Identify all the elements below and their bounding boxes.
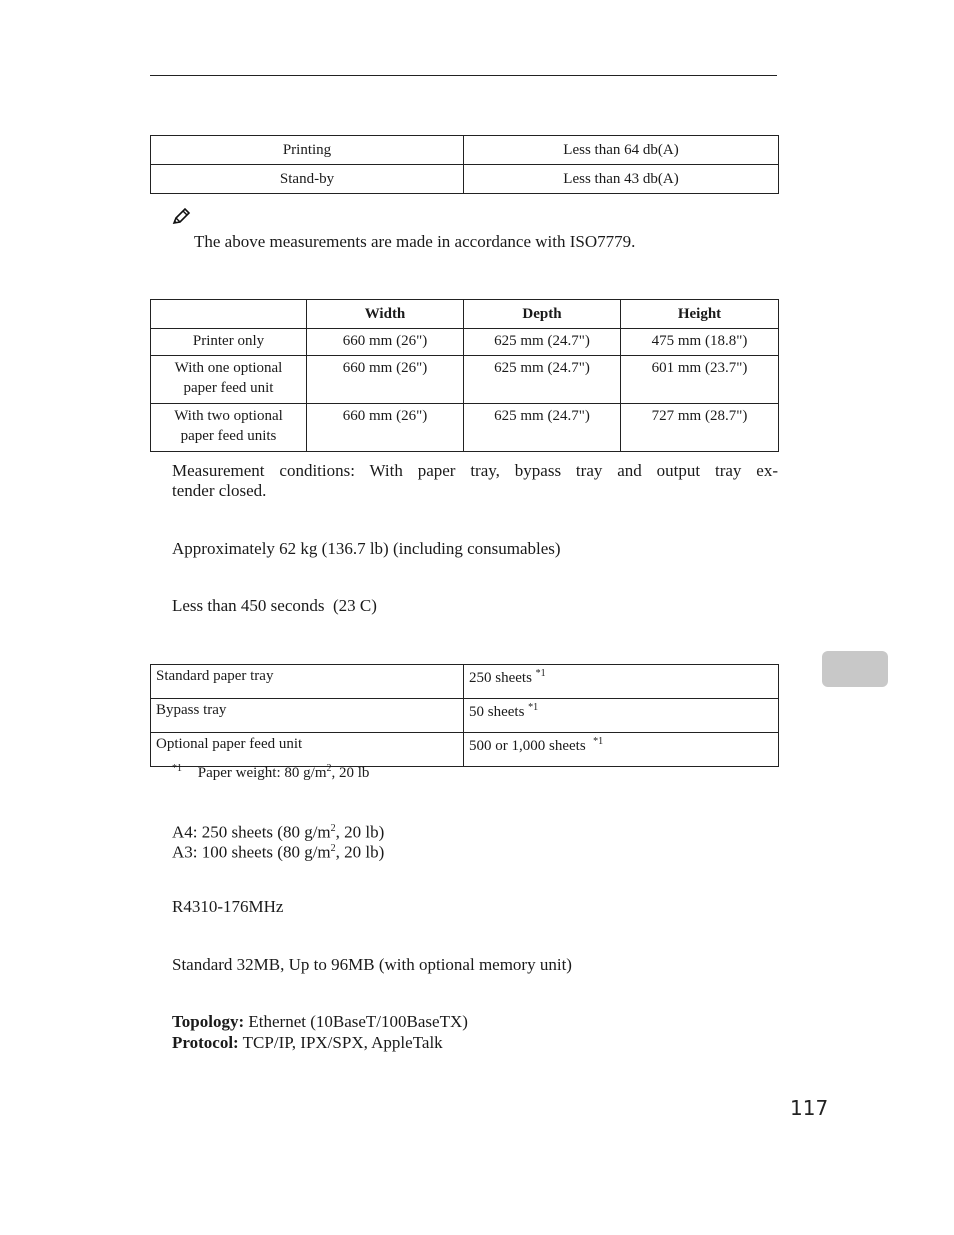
row-label-line1: With two optional	[174, 408, 283, 424]
table-row	[151, 404, 779, 452]
table-row	[151, 699, 779, 733]
capacity-label: Optional paper feed unit	[151, 733, 464, 767]
a4-text-after: , 20 lb)	[335, 822, 385, 842]
pencil-note-icon	[172, 207, 192, 225]
protocol-label: Protocol:	[172, 1033, 239, 1052]
dimension-table	[150, 299, 779, 452]
height-cell: 475 mm (18.8")	[621, 329, 779, 356]
protocol-value: TCP/IP, IPX/SPX, AppleTalk	[238, 1033, 443, 1052]
table-header-row	[151, 300, 779, 329]
note-text: The above measurements are made in accordance with ISO7779.	[194, 232, 636, 251]
a4-superscript: 2	[330, 823, 336, 834]
depth-cell: 625 mm (24.7")	[464, 356, 621, 404]
capacity-value-text: 500 or 1,000 sheets	[469, 738, 594, 754]
output-capacity-a3	[172, 838, 384, 863]
noise-label: Stand-by	[151, 165, 464, 194]
noise-value: Less than 64 db(A)	[464, 136, 779, 165]
depth-cell: 625 mm (24.7")	[464, 329, 621, 356]
table-row	[151, 356, 779, 404]
measurement-conditions-line1: Measurement conditions: With paper tray, bypass tray and output tray ex-	[172, 461, 778, 480]
network-topology	[172, 1011, 468, 1032]
a3-text: A3: 100 sheets (80 g/m	[172, 842, 331, 862]
footnote	[172, 763, 369, 782]
footnote-text-after: , 20 lb	[331, 765, 370, 781]
header-depth: Depth	[464, 300, 621, 329]
noise-label: Printing	[151, 136, 464, 165]
table-row	[151, 165, 779, 194]
memory-text: Standard 32MB, Up to 96MB (with optional memory unit)	[172, 955, 572, 974]
footnote-mark: *1	[528, 702, 539, 713]
chapter-side-tab	[822, 651, 888, 687]
row-label	[151, 404, 307, 452]
cpu-text: R4310-176MHz	[172, 897, 284, 916]
capacity-label: Standard paper tray	[151, 665, 464, 699]
warmup-text: Less than 450 seconds (23 C)	[172, 596, 377, 615]
capacity-value-text: 250 sheets	[469, 670, 536, 686]
height-cell: 727 mm (28.7")	[621, 404, 779, 452]
row-label-line2: paper feed units	[180, 428, 277, 444]
width-cell: 660 mm (26")	[307, 329, 464, 356]
table-row	[151, 136, 779, 165]
row-label-line1: Printer only	[192, 333, 265, 349]
table-row	[151, 665, 779, 699]
a3-text-after: , 20 lb)	[335, 842, 385, 862]
noise-value: Less than 43 db(A)	[464, 165, 779, 194]
capacity-value-text: 50 sheets	[469, 704, 529, 720]
table-row	[151, 329, 779, 356]
weight-text: Approximately 62 kg (136.7 lb) (including consumables)	[172, 539, 561, 558]
a4-text: A4: 250 sheets (80 g/m	[172, 822, 331, 842]
a3-superscript: 2	[330, 843, 336, 854]
row-label-line2: paper feed unit	[183, 380, 274, 396]
footnote-mark: *1	[172, 763, 182, 774]
measurement-conditions-line2: tender closed.	[172, 481, 267, 500]
header-width: Width	[307, 300, 464, 329]
footnote-mark: *1	[593, 736, 604, 747]
capacity-value	[464, 699, 779, 733]
header-rule	[150, 75, 777, 76]
table-row	[151, 733, 779, 767]
capacity-value	[464, 665, 779, 699]
footnote-superscript: 2	[326, 763, 332, 774]
width-cell: 660 mm (26")	[307, 356, 464, 404]
network-protocol	[172, 1032, 443, 1053]
row-label-line1: With one optional	[174, 360, 283, 376]
depth-cell: 625 mm (24.7")	[464, 404, 621, 452]
noise-table	[150, 135, 779, 194]
height-cell: 601 mm (23.7")	[621, 356, 779, 404]
header-height: Height	[621, 300, 779, 329]
topology-value: Ethernet (10BaseT/100BaseTX)	[244, 1012, 468, 1031]
footnote-mark: *1	[535, 668, 546, 679]
capacity-value	[464, 733, 779, 767]
capacity-label: Bypass tray	[151, 699, 464, 733]
header-empty	[151, 300, 307, 329]
paper-capacity-table	[150, 664, 779, 767]
width-cell: 660 mm (26")	[307, 404, 464, 452]
row-label	[151, 356, 307, 404]
row-label	[151, 329, 307, 356]
footnote-text: Paper weight: 80 g/m	[197, 765, 327, 781]
page-number: 117	[790, 1096, 829, 1120]
topology-label: Topology:	[172, 1012, 245, 1031]
